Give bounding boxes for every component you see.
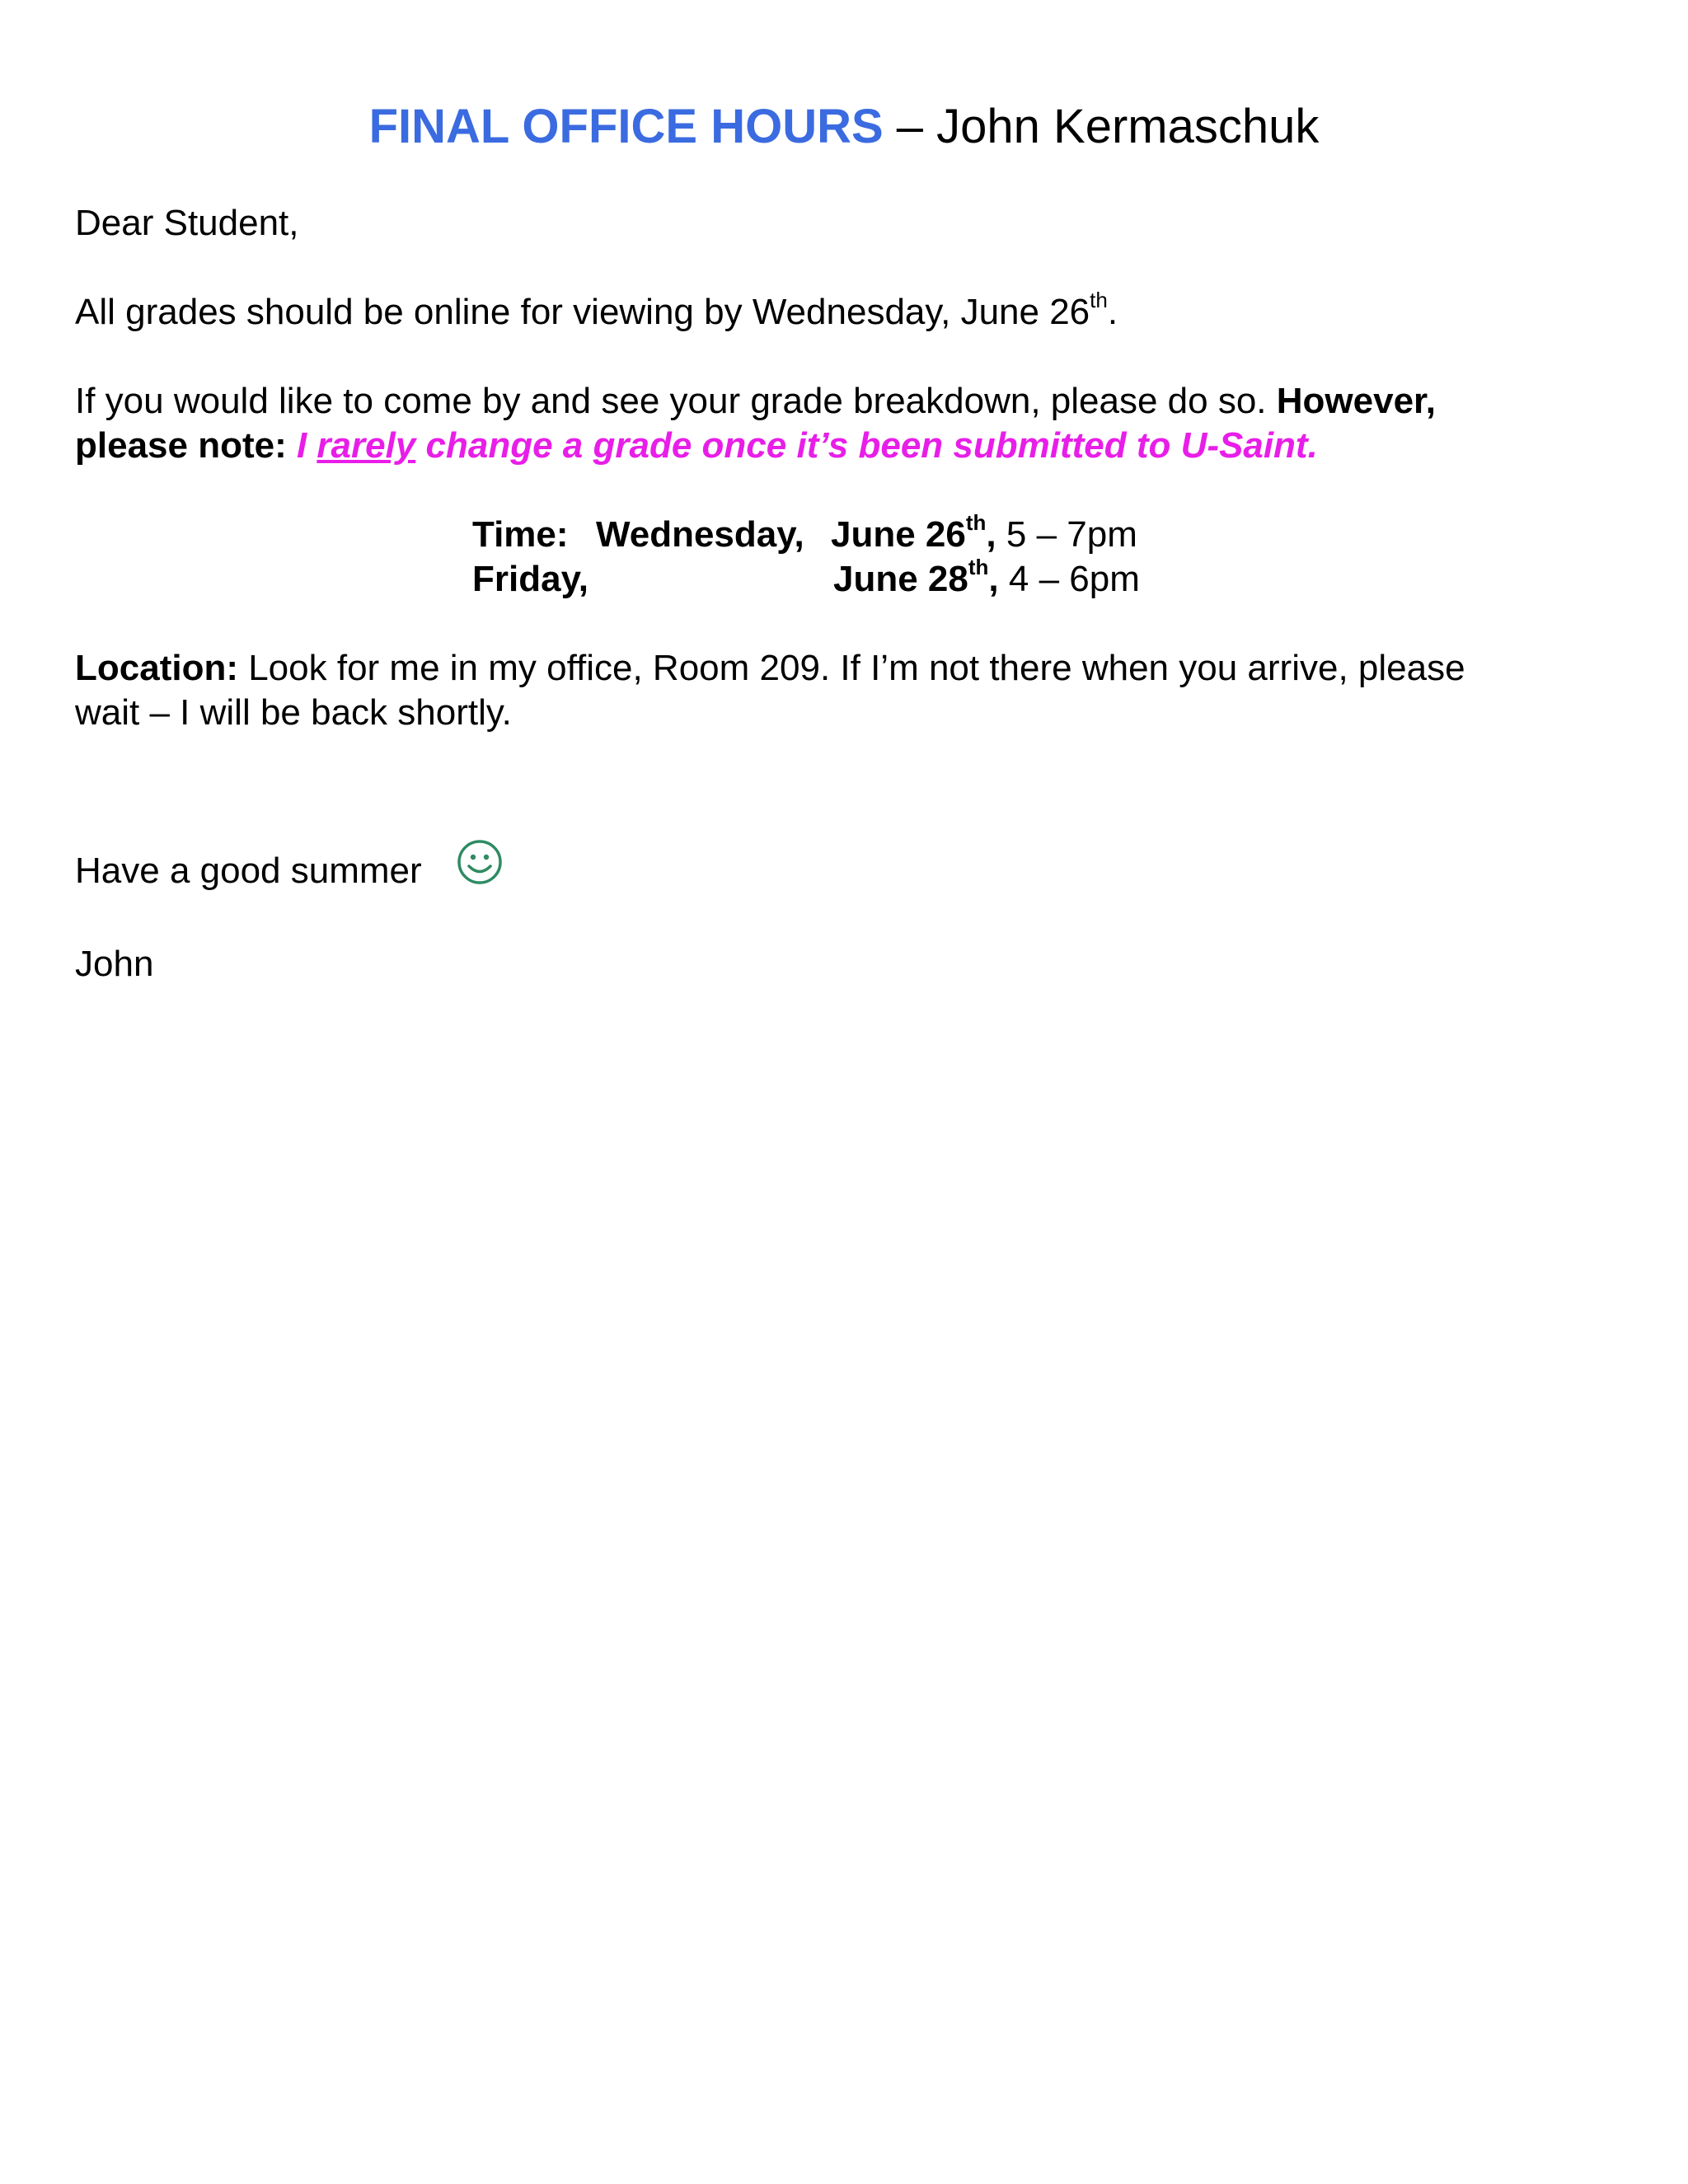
location-line-1 [75, 646, 1625, 691]
emphasis-underlined: rarely [316, 425, 416, 466]
location-line-2: wait – I will be back shortly. [75, 692, 512, 733]
page-title [0, 97, 1688, 157]
row1-comma: , [986, 514, 996, 555]
schedule-row2-day: Friday, [472, 559, 589, 599]
please-note-label: please note: [75, 425, 297, 466]
title-accent: FINAL OFFICE HOURS [368, 100, 884, 153]
location-text: Look for me in my office, Room 209. If I’m not there when you arrive, please [237, 648, 1465, 688]
smiley-face-icon [457, 839, 503, 885]
greeting: Dear Student, [75, 203, 299, 243]
grades-notice-text: All grades should be online for viewing by Wednesday, June 26 [75, 292, 1090, 332]
row2-sup: th [968, 555, 989, 580]
emphasis-post: change a grade once it’s been submitted to U-Saint. [415, 425, 1318, 466]
visit-however: However, [1276, 381, 1436, 421]
visit-line-1 [75, 379, 1625, 424]
emphasis-pre: I [296, 425, 317, 466]
grades-notice [75, 290, 1625, 335]
schedule-row1-day: Wednesday, [596, 514, 804, 555]
row1-date: June 26 [831, 514, 966, 555]
visit-text: If you would like to come by and see your grade breakdown, please do so. [75, 381, 1277, 421]
row2-time: 4 – 6pm [998, 559, 1140, 599]
closing-line: Have a good summer [75, 851, 422, 891]
location-label: Location: [75, 648, 238, 688]
visit-line-2 [75, 424, 1625, 468]
schedule-label: Time: [472, 514, 569, 555]
row2-date: June 28 [833, 559, 968, 599]
grades-notice-sup: th [1090, 288, 1108, 313]
title-author: – John Kermaschuk [883, 100, 1320, 153]
row1-time: 5 – 7pm [996, 514, 1137, 555]
grades-notice-end: . [1107, 292, 1118, 332]
row1-sup: th [965, 510, 987, 536]
row2-comma: , [988, 559, 999, 599]
signature: John [75, 944, 154, 984]
schedule-row1-date [831, 510, 1137, 557]
schedule-row2-date [833, 557, 1140, 602]
